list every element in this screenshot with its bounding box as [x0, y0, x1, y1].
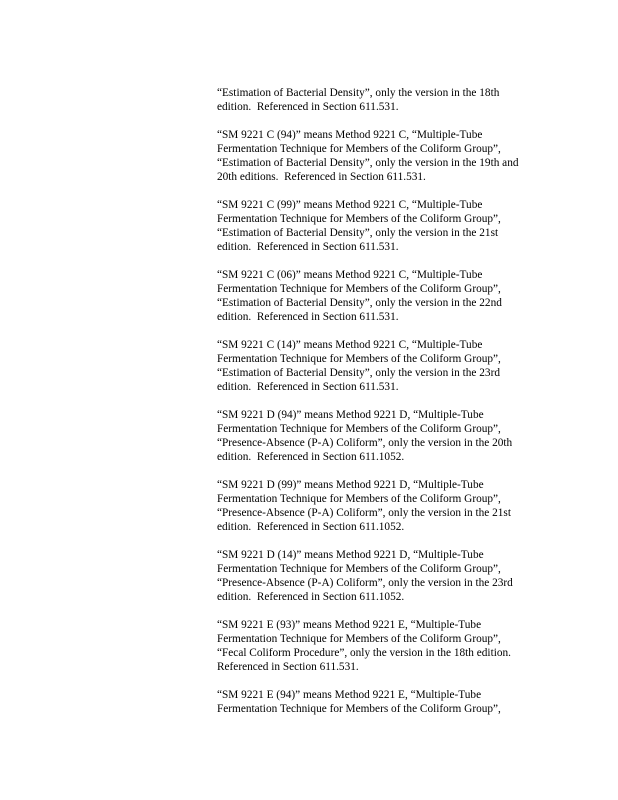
definition-paragraph — [217, 86, 547, 114]
definition-paragraph — [217, 688, 547, 716]
paragraph-line: “SM 9221 D (14)” means Method 9221 D, “Multiple-Tube — [217, 549, 484, 561]
paragraph-line: “Fecal Coliform Procedure”, only the version in the 18th edition. — [217, 647, 511, 659]
paragraph-line: Fermentation Technique for Members of the Coliform Group”, — [217, 353, 501, 365]
definition-paragraph — [217, 548, 547, 604]
paragraph-line: “Estimation of Bacterial Density”, only the version in the 19th and — [217, 157, 519, 169]
paragraph-line: Referenced in Section 611.531. — [217, 661, 359, 673]
paragraph-line: edition. Referenced in Section 611.531. — [217, 381, 399, 393]
document-body — [217, 86, 547, 730]
paragraph-line: Fermentation Technique for Members of the Coliform Group”, — [217, 283, 501, 295]
paragraph-line: “Presence-Absence (P-A) Coliform”, only the version in the 20th — [217, 437, 513, 449]
paragraph-line: “Presence-Absence (P-A) Coliform”, only the version in the 23rd — [217, 577, 513, 589]
paragraph-line: edition. Referenced in Section 611.1052. — [217, 451, 405, 463]
paragraph-line: “SM 9221 E (94)” means Method 9221 E, “Multiple-Tube — [217, 689, 482, 701]
paragraph-line: “Estimation of Bacterial Density”, only the version in the 18th — [217, 87, 500, 99]
paragraph-line: Fermentation Technique for Members of the Coliform Group”, — [217, 213, 501, 225]
paragraph-line: Fermentation Technique for Members of the Coliform Group”, — [217, 423, 501, 435]
definition-paragraph — [217, 338, 547, 394]
paragraph-line: “Presence-Absence (P-A) Coliform”, only the version in the 21st — [217, 507, 511, 519]
paragraph-line: edition. Referenced in Section 611.1052. — [217, 521, 405, 533]
paragraph-line: Fermentation Technique for Members of the Coliform Group”, — [217, 633, 501, 645]
definition-paragraph — [217, 618, 547, 674]
paragraph-line: edition. Referenced in Section 611.531. — [217, 241, 399, 253]
paragraph-line: Fermentation Technique for Members of the Coliform Group”, — [217, 703, 501, 715]
paragraph-line: Fermentation Technique for Members of the Coliform Group”, — [217, 493, 501, 505]
paragraph-line: “SM 9221 D (99)” means Method 9221 D, “Multiple-Tube — [217, 479, 484, 491]
paragraph-line: “SM 9221 E (93)” means Method 9221 E, “Multiple-Tube — [217, 619, 482, 631]
paragraph-line: 20th editions. Referenced in Section 611.531. — [217, 171, 426, 183]
paragraph-line: edition. Referenced in Section 611.1052. — [217, 591, 405, 603]
definition-paragraph — [217, 198, 547, 254]
paragraph-line: “SM 9221 C (14)” means Method 9221 C, “Multiple-Tube — [217, 339, 483, 351]
paragraph-line: “Estimation of Bacterial Density”, only the version in the 22nd — [217, 297, 502, 309]
paragraph-line: “Estimation of Bacterial Density”, only the version in the 23rd — [217, 367, 500, 379]
definition-paragraph — [217, 128, 547, 184]
definition-paragraph — [217, 408, 547, 464]
definition-paragraph — [217, 268, 547, 324]
paragraph-line: “SM 9221 C (94)” means Method 9221 C, “Multiple-Tube — [217, 129, 483, 141]
paragraph-line: “SM 9221 C (06)” means Method 9221 C, “Multiple-Tube — [217, 269, 483, 281]
paragraph-line: “SM 9221 D (94)” means Method 9221 D, “Multiple-Tube — [217, 409, 484, 421]
paragraph-line: Fermentation Technique for Members of the Coliform Group”, — [217, 143, 501, 155]
paragraph-line: “Estimation of Bacterial Density”, only the version in the 21st — [217, 227, 499, 239]
paragraph-line: “SM 9221 C (99)” means Method 9221 C, “Multiple-Tube — [217, 199, 483, 211]
paragraph-line: edition. Referenced in Section 611.531. — [217, 311, 399, 323]
paragraph-line: edition. Referenced in Section 611.531. — [217, 101, 399, 113]
paragraph-line: Fermentation Technique for Members of the Coliform Group”, — [217, 563, 501, 575]
definition-paragraph — [217, 478, 547, 534]
